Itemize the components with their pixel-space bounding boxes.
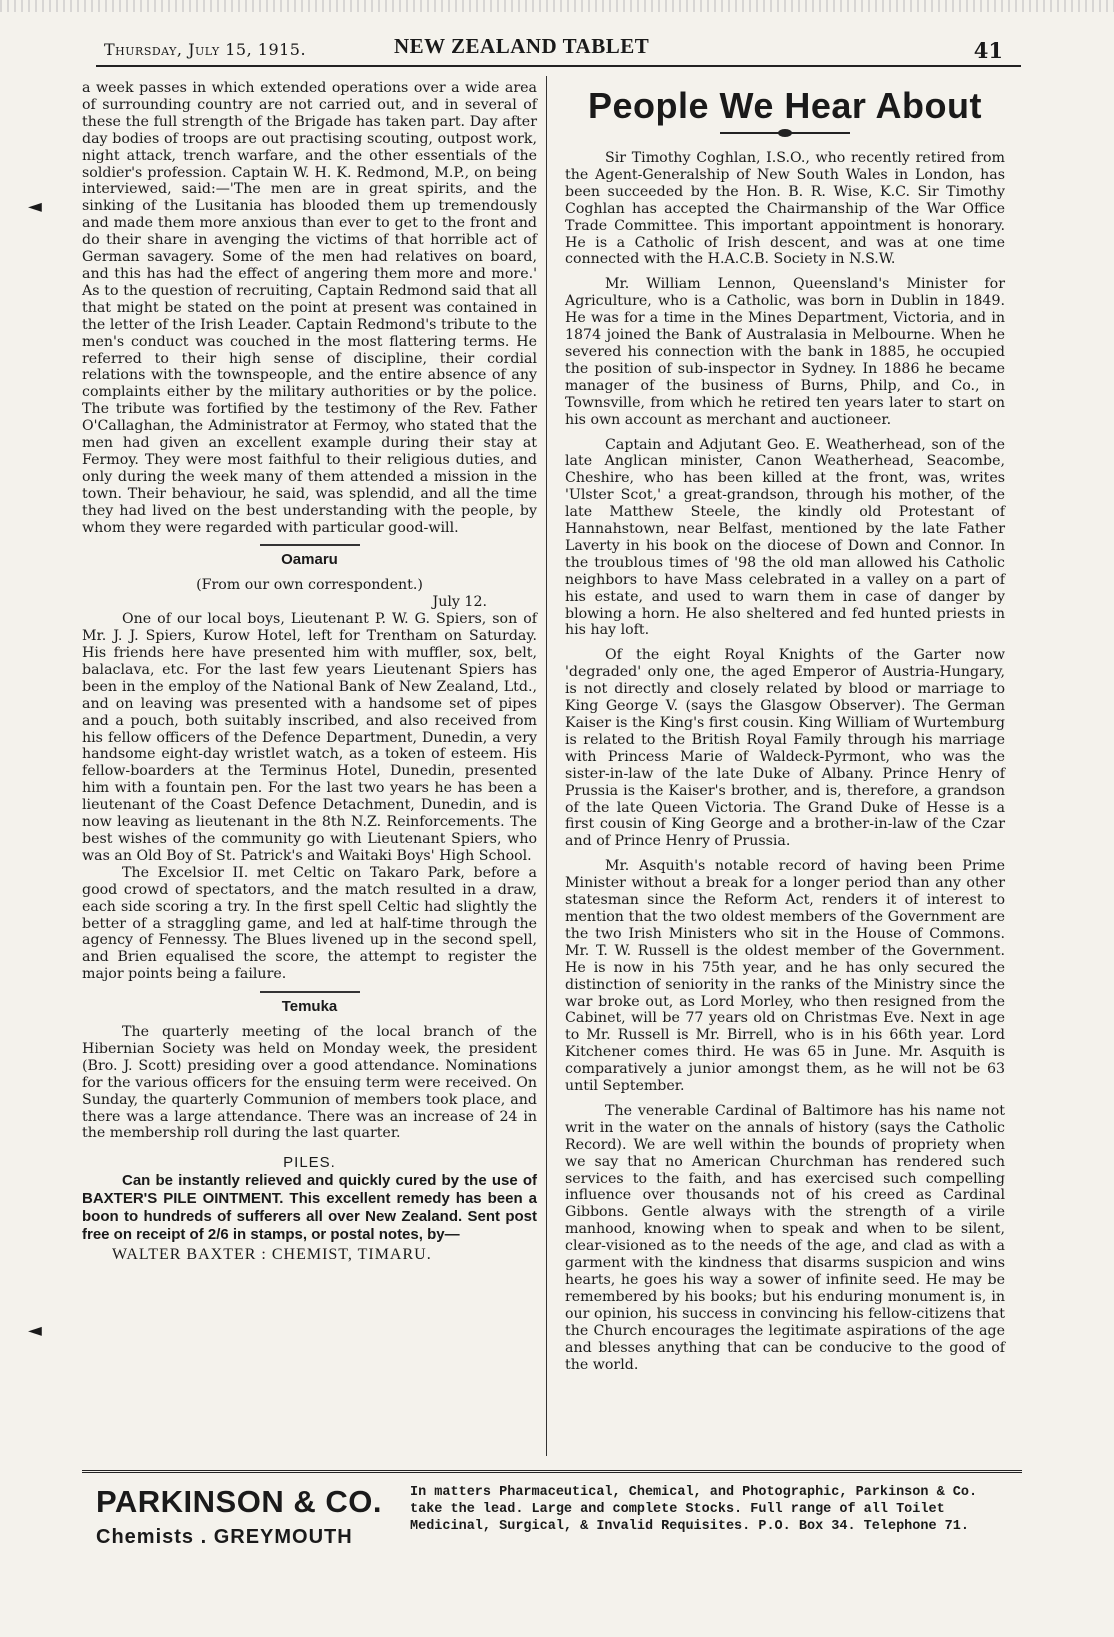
temuka-paragraph: The quarterly meeting of the local branch of the Hibernian Society was held on Monday week, the president (Bro. J. Scott) presiding over a good attendance. Nominations for the various officers for the ensuing term were received. On Sunday, the quarterly Communion of members took place, and there was a large attendance. There was an increase of 24 in the membership roll during the last quarter. bbox=[82, 1024, 537, 1142]
dateline: July 12. bbox=[432, 594, 487, 611]
binding-mark-icon: ◄ bbox=[28, 196, 42, 217]
section-heading-oamaru: Oamaru bbox=[281, 551, 338, 569]
ad-body: Can be instantly relieved and quickly cured by the use of BAXTER'S PILE OINTMENT. This excellent remedy has been a boon to hundreds of sufferers all over New Zealand. Sent post free on receipt of 2/6 in stamps, or postal notes, by— bbox=[82, 1172, 537, 1244]
piles-advertisement bbox=[82, 1154, 537, 1264]
news-paragraph: Captain and Adjutant Geo. E. Weatherhead, son of the late Anglican minister, Canon Weatherhead, Seacombe, Cheshire, who has been killed at the front, was, writes 'Ulster Scot,' a great-grandson, through his mother, of the late Matthew Steele, the kindly old Protestant of Hannahstown, near Belfast, mentioned by the late Father Laverty in his book on the diocese of Down and Connor. In the troublous times of '98 the old man allowed his Catholic neighbors to have Mass celebrated in a valley on a part of his estate, and used to warn them in case of danger by blowing a horn. He also sheltered and fed hunted priests in his hay loft. bbox=[565, 436, 1005, 639]
scan-noise bbox=[0, 0, 1114, 12]
company-name: PARKINSON & CO. bbox=[96, 1484, 382, 1519]
oamaru-paragraph: One of our local boys, Lieutenant P. W. G. Spiers, son of Mr. J. J. Spiers, Kurow Hotel, left for Trentham on Saturday. His friends here have presented him with muffler, sox, belt, balaclava, etc. For the last few years Lieutenant Spiers has been in the employ of the National Bank of New Zealand, Ltd., and on leaving was presented with a handsome set of pipes and a pouch, both suitably inscribed, and also received from his fellow officers of the Defence Department, Dunedin, a very handsome eight-day wristlet watch, as a token of esteem. His fellow-boarders at the Terminus Hotel, Dunedin, presented him with a fountain pen. For the last two years he has been a lieutenant of the Coast Defence Detachment, Dunedin, and is now leaving as lieutenant in the 8th N.Z. Reinforcements. The best wishes of the community go with Lieutenant Spiers, who was an Old Boy of St. Patrick's and Waitaki Boys' High School. bbox=[82, 611, 537, 864]
column-divider bbox=[546, 76, 547, 1456]
binding-mark-icon: ◄ bbox=[28, 1320, 42, 1341]
article-continuation: a week passes in which extended operations over a wide area of surrounding country are not carried out, and in several of these the full strength of the Brigade has taken part. Day after day bodies of troops are out practising scouting, outpost work, night attack, trench warfare, and the other essentials of the soldier's profession. Captain W. H. K. Redmond, M.P., on being interviewed, said:—'The men are in great spirits, and the sinking of the Lusitania has blooded them up tremendously and made them more anxious than ever to get to the front and do their share in avenging the victims of that horrible act of German savagery. Some of the men had relatives on board, and this has had the effect of angering them more and more.' As to the question of recruiting, Captain Redmond said that all that might be stated on the point at present was contained in the letter of the Irish Leader. Captain Redmond's tribute to the men's conduct was couched in the most flattering terms. He referred to their high sense of discipline, their cordial relations with the townspeople, and the entire absence of any complaints either by the military authorities or by the police. The tribute was fortified by the testimony of the Rev. Father O'Callaghan, the Administrator at Fermoy, who stated that the men had given an excellent example during their stay at Fermoy. They were most faithful to their religious duties, and only during the week many of them attended a mission in the town. Their behaviour, he said, was splendid, and all the time they had lived on the best understanding with the people, by whom they were regarded with particular good-will. bbox=[82, 80, 537, 536]
footer-rule bbox=[82, 1470, 1022, 1473]
news-paragraph: Sir Timothy Coghlan, I.S.O., who recently retired from the Agent-Generalship of New South Wales in London, has been succeeded by the Hon. B. R. Wise, K.C. Sir Timothy Coghlan has accepted the Chairmanship of the War Office Trade Committee. This important appointment is honorary. He is a Catholic of Irish descent, and was at one time connected with the H.A.C.B. Society in N.S.W. bbox=[565, 150, 1005, 268]
ad-signature: WALTER BAXTER : CHEMIST, TIMARU. bbox=[112, 1246, 432, 1264]
company-location: Chemists . GREYMOUTH bbox=[96, 1526, 353, 1548]
footer-ad-text: In matters Pharmaceutical, Chemical, and Photographic, Parkinson & Co. take the lead. Large and complete Stocks. Full range of all Toilet Medicinal, Surgical, & Invalid Requisites. P.O. Box 34. Telephone 71. bbox=[410, 1485, 978, 1534]
page-header bbox=[96, 34, 1021, 68]
section-heading-temuka: Temuka bbox=[281, 998, 338, 1016]
left-column bbox=[82, 80, 537, 1264]
footer-advertisement bbox=[82, 1470, 1022, 1620]
news-paragraph: Mr. Asquith's notable record of having been Prime Minister without a break for a longer period than any other statesman since the Reform Act, renders it of interest to mention that the two oldest members of the Government are the two Irish Ministers who sit in the House of Commons. Mr. T. W. Russell is the oldest member of the Government. He is now in his 75th year, and he has only secured the distinction of seniority in the ranks of the Ministry since the war broke out, as Lord Morley, who then resigned from the Cabinet, will be 77 years old on Christmas Eve. Next in age to Mr. Russell is Mr. Birrell, who is in his 66th year. Lord Kitchener comes third. He was 65 in June. Mr. Asquith is comparatively a junior amongst them, as he will not be 63 until September. bbox=[565, 858, 1005, 1095]
header-date: Thursday, July 15, 1915. bbox=[104, 40, 307, 59]
newspaper-title: NEW ZEALAND TABLET bbox=[394, 34, 650, 58]
news-paragraph: Of the eight Royal Knights of the Garter now 'degraded' only one, the aged Emperor of Austria-Hungary, is not directly and closely related by blood or marriage to King George V. (says the Glasgow Observer). The German Kaiser is the King's first cousin. King William of Wurtemburg is related to the British Royal Family through his marriage with Princess Marie of Waldeck-Pyrmont, who was the sister-in-law of the late Duke of Albany. Prince Henry of Prussia is the Kaiser's brother, and is, therefore, a grandson of the late Queen Victoria. The Grand Duke of Hesse is a first cousin of King George and a brother-in-law of the Czar and of Prince Henry of Prussia. bbox=[565, 647, 1005, 850]
page-number: 41 bbox=[973, 38, 1003, 63]
section-title: People We Hear About bbox=[587, 85, 983, 126]
news-paragraph: Mr. William Lennon, Queensland's Minister for Agriculture, who is a Catholic, was born in Dublin in 1849. He was for a time in the Mines Department, Victoria, and in 1874 joined the Bank of Australasia in Melbourne. When he severed his connection with the bank in 1885, he occupied the position of sub-inspector in Sydney. In 1886 he became manager of the business of Burns, Philp, and Co., in Townsville, from which he retired ten years later to start on his own account as merchant and auctioneer. bbox=[565, 276, 1005, 428]
section-rule bbox=[260, 991, 360, 993]
correspondent-note: (From our own correspondent.) bbox=[196, 577, 423, 594]
title-ornament-icon bbox=[720, 132, 850, 134]
ad-title: PILES. bbox=[283, 1154, 336, 1172]
oamaru-paragraph: The Excelsior II. met Celtic on Takaro Park, before a good crowd of spectators, and the match resulted in a draw, each side scoring a try. In the first spell Celtic had slightly the better of a straggling game, and led at half-time through the agency of Fennessy. The Blues livened up in the second spell, and Brien equalised the score, the attempt to register the major points being a failure. bbox=[82, 864, 537, 983]
header-rule bbox=[96, 65, 1021, 67]
news-paragraph: The venerable Cardinal of Baltimore has his name not writ in the water on the annals of history (says the Catholic Record). We are well within the bounds of propriety when we say that no American Churchman has rendered such services to the faith, and has exercised such compelling influence over thousands not of his creed as Cardinal Gibbons. Gentle always with the strength of a virile manhood, knowing when to speak and when to be silent, clear-visioned as to the needs of the age, and clad as with a garment with the kindness that disarms suspicion and wins hearts, he goes his way a sower of infinite seed. He may be remembered by his books; but his enduring monument is, in our opinion, his success in convincing his fellow-citizens that the Church encourages the legitimate aspirations of the age and blesses anything that can be conducive to the good of the world. bbox=[565, 1102, 1005, 1373]
right-column bbox=[565, 84, 1005, 1381]
section-rule bbox=[260, 544, 360, 546]
